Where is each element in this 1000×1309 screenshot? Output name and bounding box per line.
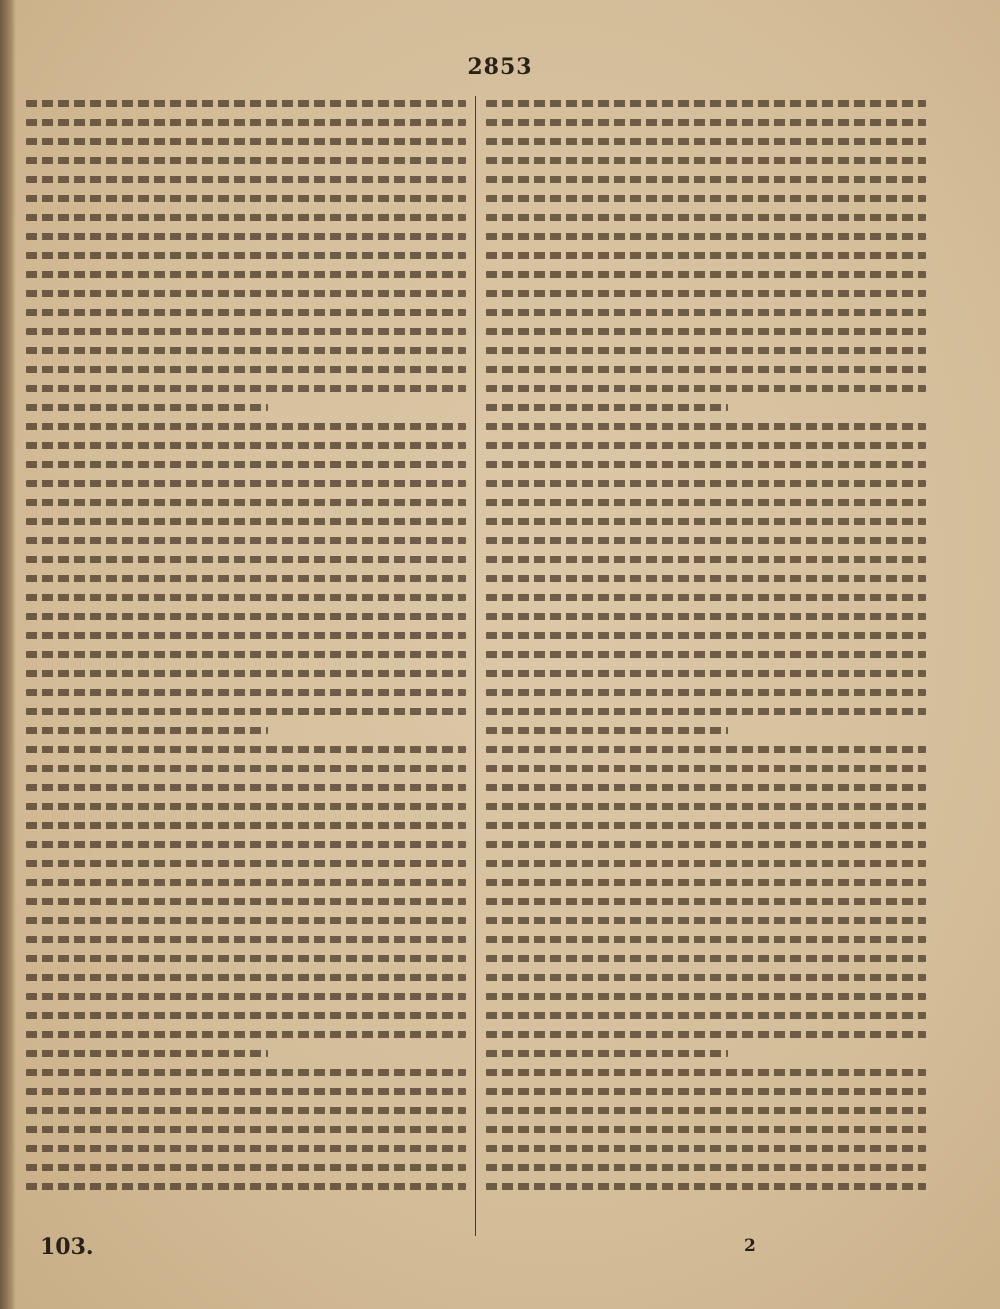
- text-line: [26, 290, 466, 297]
- text-line: [26, 518, 466, 525]
- text-line: [486, 879, 926, 886]
- text-line: [26, 328, 466, 335]
- text-line: [26, 689, 466, 696]
- page-number: 2853: [467, 54, 533, 80]
- text-line: [486, 480, 926, 487]
- text-line: [486, 784, 926, 791]
- text-line: [26, 841, 466, 848]
- text-line: [26, 784, 466, 791]
- text-line: [26, 860, 466, 867]
- text-line: [486, 974, 926, 981]
- text-line: [26, 100, 466, 107]
- text-line: [26, 746, 466, 753]
- text-line: [26, 1126, 466, 1133]
- text-line: [26, 461, 466, 468]
- sheet-letter: 2: [744, 1236, 756, 1256]
- text-line: [486, 119, 926, 126]
- text-line: [486, 1164, 926, 1171]
- text-line: [26, 974, 466, 981]
- text-line: [26, 1145, 466, 1152]
- text-line: [486, 575, 926, 582]
- text-line: [486, 993, 926, 1000]
- text-line: [486, 708, 926, 715]
- text-line: [486, 746, 926, 753]
- text-line: [486, 613, 926, 620]
- text-line: [486, 670, 926, 677]
- text-line: [26, 613, 466, 620]
- text-line: [26, 119, 466, 126]
- text-line: [486, 765, 926, 772]
- text-line: [486, 138, 926, 145]
- text-line: [486, 309, 926, 316]
- text-line: [26, 898, 466, 905]
- text-line: [26, 1069, 466, 1076]
- text-line: [26, 442, 466, 449]
- text-line: [26, 765, 466, 772]
- text-line: [486, 195, 926, 202]
- text-line: [486, 499, 926, 506]
- text-line: [26, 879, 466, 886]
- text-line: [486, 936, 926, 943]
- text-line: [26, 556, 466, 563]
- text-line: [26, 404, 268, 411]
- text-line: [26, 309, 466, 316]
- text-line: [26, 1107, 466, 1114]
- text-line: [26, 1088, 466, 1095]
- text-line: [26, 157, 466, 164]
- text-line: [26, 233, 466, 240]
- text-line: [486, 689, 926, 696]
- text-line: [486, 290, 926, 297]
- text-line: [486, 727, 728, 734]
- text-line: [26, 499, 466, 506]
- text-line: [26, 214, 466, 221]
- text-line: [26, 1183, 466, 1190]
- column-divider: [475, 96, 476, 1236]
- text-line: [486, 632, 926, 639]
- text-line: [486, 1012, 926, 1019]
- text-line: [26, 1164, 466, 1171]
- text-line: [26, 936, 466, 943]
- text-column-left: [26, 100, 466, 1230]
- text-line: [486, 423, 926, 430]
- text-line: [486, 1126, 926, 1133]
- text-line: [486, 955, 926, 962]
- text-line: [26, 955, 466, 962]
- text-line: [26, 366, 466, 373]
- text-line: [486, 1031, 926, 1038]
- text-line: [26, 385, 466, 392]
- text-line: [26, 993, 466, 1000]
- text-line: [486, 556, 926, 563]
- text-line: [486, 385, 926, 392]
- text-line: [26, 822, 466, 829]
- text-line: [26, 271, 466, 278]
- text-line: [26, 138, 466, 145]
- book-spine-edge: [0, 0, 16, 1309]
- text-line: [486, 157, 926, 164]
- text-line: [486, 860, 926, 867]
- signature-number: 103.: [40, 1234, 94, 1260]
- text-line: [486, 518, 926, 525]
- text-line: [26, 1012, 466, 1019]
- text-line: [486, 1050, 728, 1057]
- text-line: [486, 1069, 926, 1076]
- text-line: [486, 461, 926, 468]
- text-line: [26, 632, 466, 639]
- text-line: [486, 651, 926, 658]
- text-line: [486, 271, 926, 278]
- text-line: [486, 803, 926, 810]
- text-line: [486, 1145, 926, 1152]
- text-line: [486, 328, 926, 335]
- text-line: [486, 917, 926, 924]
- text-line: [486, 594, 926, 601]
- text-line: [26, 803, 466, 810]
- text-line: [26, 252, 466, 259]
- text-line: [486, 1107, 926, 1114]
- text-line: [26, 917, 466, 924]
- text-line: [486, 252, 926, 259]
- text-line: [486, 1088, 926, 1095]
- text-line: [486, 537, 926, 544]
- text-line: [26, 347, 466, 354]
- text-line: [26, 575, 466, 582]
- text-line: [486, 442, 926, 449]
- text-line: [26, 537, 466, 544]
- text-line: [26, 670, 466, 677]
- text-line: [26, 176, 466, 183]
- text-line: [26, 195, 466, 202]
- text-line: [486, 100, 926, 107]
- text-line: [486, 404, 728, 411]
- text-line: [26, 1050, 268, 1057]
- text-line: [486, 366, 926, 373]
- text-line: [486, 233, 926, 240]
- text-line: [26, 651, 466, 658]
- text-line: [486, 176, 926, 183]
- text-line: [26, 727, 268, 734]
- text-column-right: [486, 100, 926, 1230]
- text-line: [486, 347, 926, 354]
- text-line: [26, 708, 466, 715]
- text-line: [486, 1183, 926, 1190]
- text-line: [486, 841, 926, 848]
- text-line: [486, 898, 926, 905]
- text-line: [26, 1031, 466, 1038]
- text-line: [486, 214, 926, 221]
- text-line: [26, 480, 466, 487]
- text-line: [26, 594, 466, 601]
- text-line: [486, 822, 926, 829]
- text-line: [26, 423, 466, 430]
